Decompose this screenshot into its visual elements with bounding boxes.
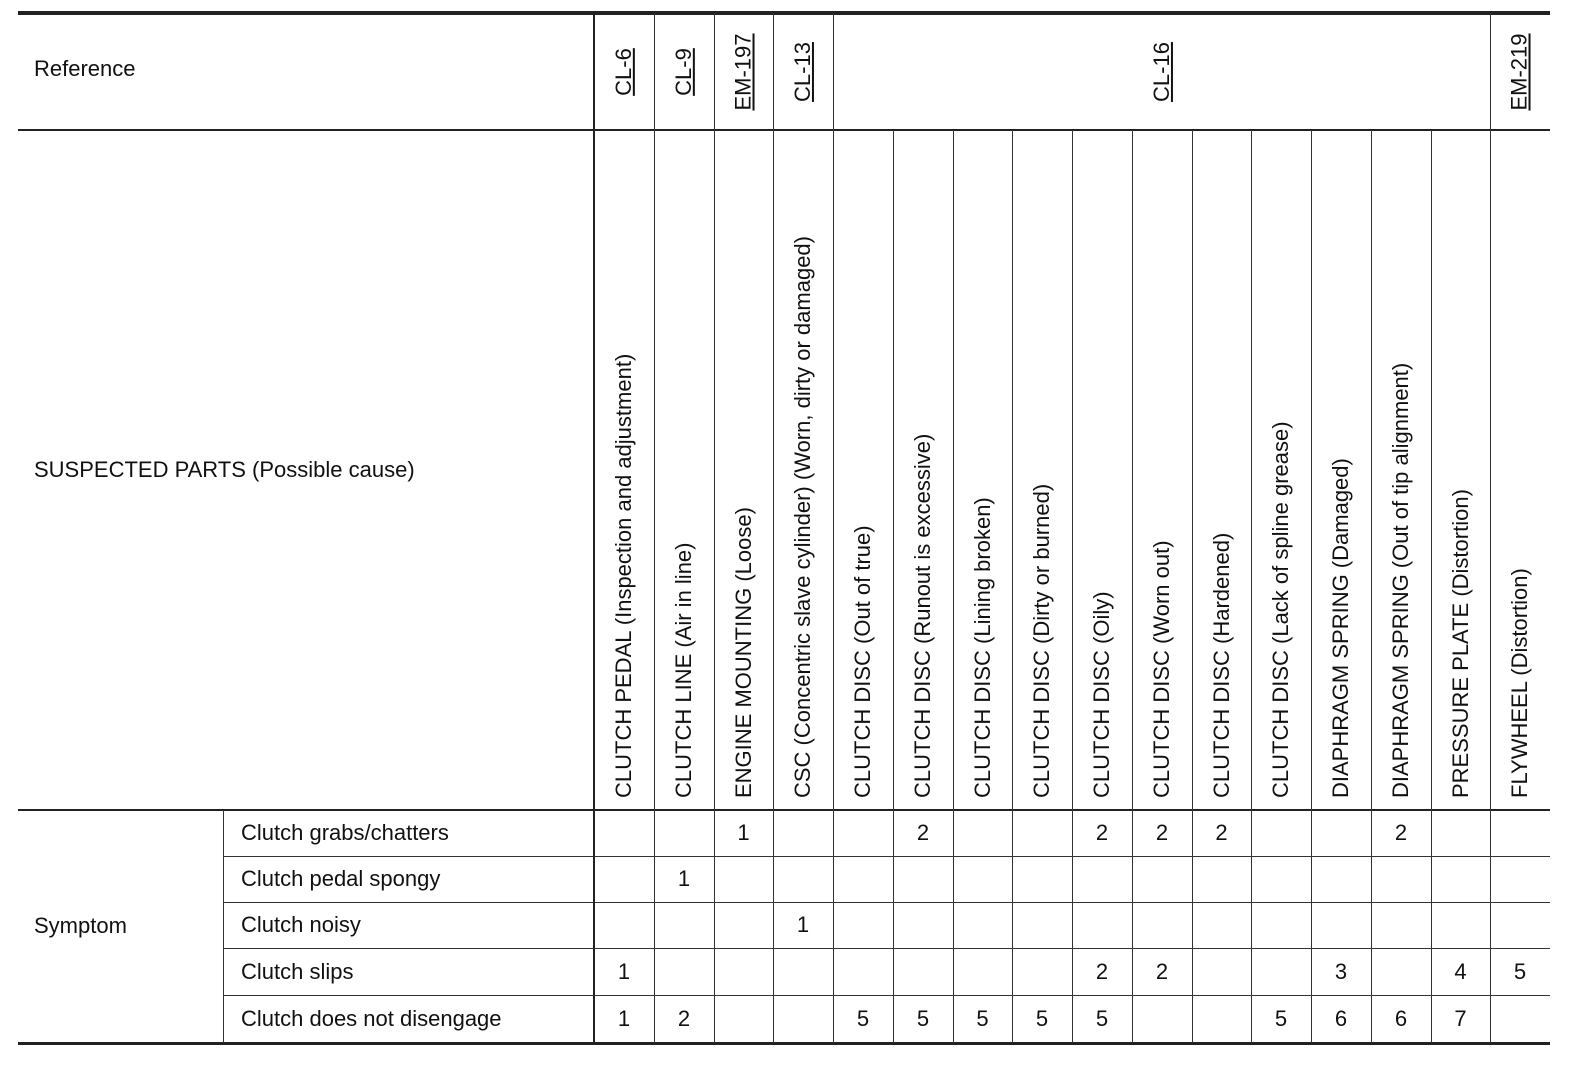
priority-value: 5: [1274, 1005, 1288, 1031]
part-header: [1431, 132, 1490, 808]
priority-value: 2: [1215, 820, 1228, 845]
reference-link-em-219[interactable]: EM-219: [1507, 33, 1533, 111]
part-label: CLUTCH PEDAL (Inspection and adjustment): [611, 353, 636, 798]
reference-label: Reference: [34, 56, 136, 81]
part-header: [1490, 132, 1550, 808]
part-header: [1012, 132, 1072, 808]
symptom-name: Clutch slips: [241, 958, 354, 984]
priority-value: 4: [1454, 958, 1467, 984]
reference-cell: [833, 14, 1490, 130]
priority-value: 5: [1095, 1005, 1109, 1031]
reference-link-em-197[interactable]: EM-197: [730, 33, 756, 111]
priority-value: 1: [677, 866, 691, 891]
part-header: [714, 132, 773, 808]
reference-cell: [714, 14, 773, 130]
priority-value: 5: [1035, 1005, 1049, 1031]
part-label: CLUTCH DISC (Lining broken): [969, 497, 995, 798]
priority-value: 5: [856, 1005, 870, 1031]
priority-value: 1: [617, 958, 631, 984]
priority-value: 2: [677, 1005, 691, 1031]
part-label: PRESSURE PLATE (Distortion): [1447, 489, 1473, 798]
priority-value: 5: [1513, 958, 1527, 984]
part-label: CSC (Concentric slave cylinder) (Worn, dirty or damaged): [790, 236, 815, 798]
part-header: [594, 132, 654, 808]
part-label: CLUTCH DISC (Lack of spline grease): [1268, 421, 1293, 798]
part-label: CLUTCH DISC (Runout is excessive): [910, 433, 935, 798]
part-label: CLUTCH DISC (Out of true): [850, 525, 875, 798]
priority-value: 6: [1334, 1005, 1348, 1031]
part-header: [1311, 132, 1371, 808]
part-header: [1132, 132, 1192, 808]
reference-link-cl-13[interactable]: CL-13: [789, 42, 815, 102]
symptom-name: Clutch does not disengage: [241, 1005, 502, 1031]
part-label: DIAPHRAGM SPRING (Out of tip alignment): [1388, 362, 1413, 798]
part-label: CLUTCH DISC (Oily): [1089, 591, 1114, 798]
priority-value: 2: [1095, 958, 1109, 984]
part-label: ENGINE MOUNTING (Loose): [730, 507, 756, 798]
priority-value: 6: [1394, 1005, 1408, 1031]
priority-value: 2: [1394, 820, 1408, 845]
priority-value: 5: [976, 1005, 989, 1031]
part-header: [893, 132, 953, 808]
part-label: CLUTCH LINE (Air in line): [671, 542, 696, 798]
symptom-name: Clutch noisy: [241, 912, 361, 937]
part-header: [833, 132, 893, 808]
parts-bottom-rule: [18, 809, 1550, 811]
priority-value: 2: [1095, 820, 1109, 845]
priority-value: 1: [796, 912, 810, 937]
symptom-label: Symptom: [34, 913, 127, 938]
part-header: [773, 132, 833, 808]
symptom-name: Clutch grabs/chatters: [241, 820, 449, 845]
symptom-name-divider: [223, 810, 224, 1043]
suspected-parts-label: SUSPECTED PARTS (Possible cause): [34, 457, 415, 482]
reference-link-cl-16[interactable]: CL-16: [1148, 42, 1174, 102]
bottom-rule: [18, 1042, 1550, 1045]
row-divider: [223, 856, 1550, 857]
priority-value: 1: [737, 820, 750, 845]
symptom-name: Clutch pedal spongy: [241, 866, 441, 891]
part-label: CLUTCH DISC (Hardened): [1208, 532, 1234, 798]
part-header: [1072, 132, 1132, 808]
reference-link-cl-6[interactable]: CL-6: [611, 48, 636, 96]
reference-cell: [773, 14, 833, 130]
part-label: DIAPHRAGM SPRING (Damaged): [1328, 458, 1353, 798]
part-header: [1251, 132, 1311, 808]
priority-value: 2: [916, 820, 930, 845]
part-header: [654, 132, 714, 808]
priority-value: 2: [1155, 958, 1169, 984]
part-header: [1371, 132, 1431, 808]
reference-cell: [654, 14, 714, 130]
reference-cell: [594, 14, 654, 130]
part-label: FLYWHEEL (Distortion): [1507, 568, 1532, 798]
part-label: CLUTCH DISC (Dirty or burned): [1029, 483, 1054, 798]
priority-value: 7: [1454, 1005, 1467, 1031]
part-header: [953, 132, 1012, 808]
priority-value: 3: [1334, 958, 1348, 984]
part-label: CLUTCH DISC (Worn out): [1149, 540, 1174, 798]
priority-value: 2: [1155, 820, 1169, 845]
reference-link-cl-9[interactable]: CL-9: [671, 48, 696, 96]
row-divider: [223, 902, 1550, 903]
part-header: [1192, 132, 1251, 808]
priority-value: 1: [617, 1005, 631, 1031]
priority-value: 5: [916, 1005, 930, 1031]
reference-cell: [1490, 14, 1550, 130]
